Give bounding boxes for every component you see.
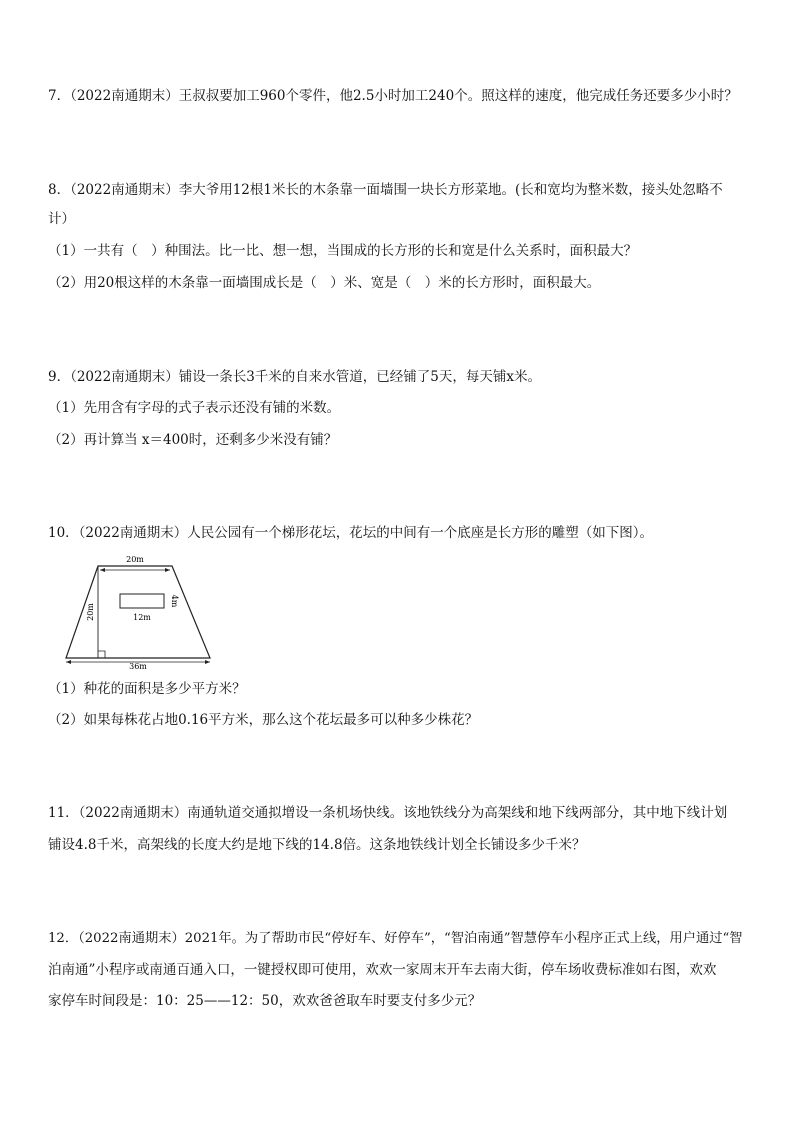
rect-height-label: 4m [170, 594, 179, 608]
bottom-base-label: 36m [129, 662, 147, 670]
trapezoid-figure [62, 548, 222, 670]
question-9-line-1: 9．（2022南通期末）铺设一条长3千米的自来水管道，已经铺了5天，每天铺x米。 [48, 369, 541, 385]
question-9-part-2: （2）再计算当 x＝400时，还剩多少米没有铺？ [48, 432, 338, 448]
question-8-part-2: （2）用20根这样的木条靠一面墙围成长是（ ）米、宽是（ ）米的长方形时，面积最大。 [48, 275, 601, 291]
question-8-line-1: 8．（2022南通期末）李大爷用12根1米长的木条靠一面墙围一块长方形菜地。(长和宽均为整米数，接头处忽略不 [48, 182, 723, 198]
right-angle-mark [98, 651, 105, 658]
question-12-line-2: 泊南通”小程序或南通百通入口，一键授权即可使用，欢欢一家周末开车去南大街，停车场收费标准如右图，欢欢 [48, 962, 717, 978]
question-10-part-1: （1）种花的面积是多少平方米？ [48, 681, 246, 697]
rect-width-label: 12m [133, 613, 151, 622]
question-11-line-2: 铺设4.8千米，高架线的长度大约是地下线的14.8倍。这条地铁线计划全长铺设多少千米？ [48, 837, 586, 853]
question-11-line-1: 11．（2022南通期末）南通轨道交通拟增设一条机场快线。该地铁线分为高架线和地下线两部分，其中地下线计划 [48, 805, 728, 821]
question-10-part-2: （2）如果每株花占地0.16平方米，那么这个花坛最多可以种多少株花？ [48, 712, 479, 728]
question-8-part-1: （1）一共有（ ）种围法。比一比、想一想，当围成的长方形的长和宽是什么关系时，面积最大？ [48, 243, 638, 259]
height-label: 20m [86, 603, 95, 621]
question-7-line-1: 7．（2022南通期末）王叔叔要加工960个零件，他2.5小时加工240个。照这样的速度，他完成任务还要多少小时？ [48, 88, 738, 104]
question-12-line-3: 家停车时间段是：10：25——12：50，欢欢爸爸取车时要支付多少元？ [48, 993, 482, 1009]
question-9-part-1: （1）先用含有字母的式子表示还没有铺的米数。 [48, 400, 341, 416]
question-10-line-1: 10．（2022南通期末）人民公园有一个梯形花坛，花坛的中间有一个底座是长方形的雕塑（如下图）。 [48, 525, 654, 541]
sculpture-rectangle [120, 594, 164, 608]
question-8-line-2: 计） [48, 211, 75, 227]
question-12-line-1: 12．（2022南通期末）2021年。为了帮助市民“停好车、好停车”，“智泊南通”智慧停车小程序正式上线，用户通过“智 [48, 931, 743, 946]
top-base-label: 20m [126, 555, 144, 564]
